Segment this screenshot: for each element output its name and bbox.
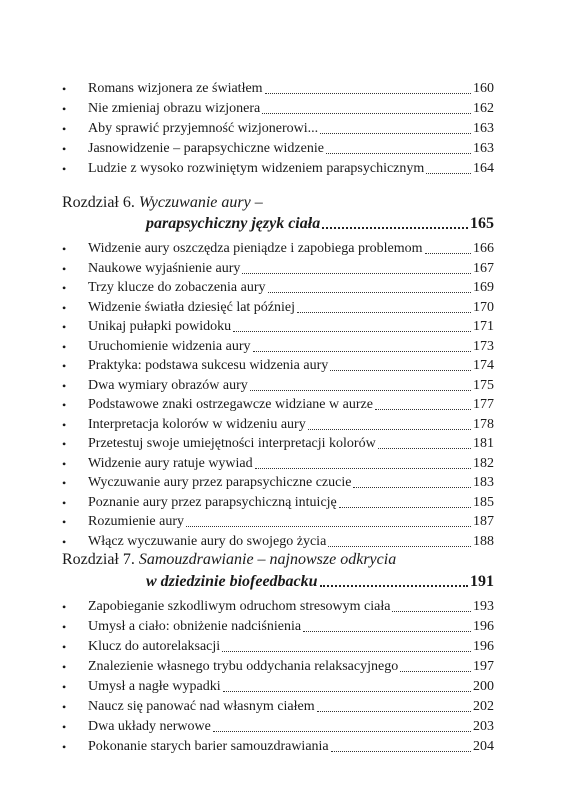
entry-title: Widzenie aury ratuje wywiad bbox=[88, 455, 253, 471]
entry-page: 164 bbox=[473, 161, 494, 176]
chapter-heading bbox=[62, 550, 396, 570]
bullet-icon: • bbox=[62, 600, 67, 614]
bullet-icon: • bbox=[62, 378, 67, 393]
dot-leader bbox=[242, 272, 471, 274]
toc-entry bbox=[62, 618, 494, 636]
dot-leader bbox=[353, 486, 471, 488]
toc-entry bbox=[62, 718, 494, 736]
bullet-icon: • bbox=[62, 740, 67, 754]
entry-title: Dwa wymiary obrazów aury bbox=[88, 377, 248, 393]
dot-leader bbox=[308, 428, 471, 430]
bullet-icon: • bbox=[62, 122, 67, 136]
entry-page: 178 bbox=[473, 416, 494, 432]
entry-page: 193 bbox=[473, 599, 494, 614]
chapter-page: 191 bbox=[470, 573, 494, 590]
entry-title: Interpretacja kolorów w widzeniu aury bbox=[88, 416, 306, 432]
entry-title: Naukowe wyjaśnienie aury bbox=[88, 260, 241, 276]
entry-page: 183 bbox=[473, 475, 494, 490]
entry-page: 171 bbox=[473, 319, 494, 334]
entry-page: 196 bbox=[473, 619, 494, 634]
toc-entry bbox=[62, 240, 494, 258]
dot-leader bbox=[250, 389, 471, 391]
toc-entry bbox=[62, 140, 494, 158]
dot-leader bbox=[186, 525, 471, 527]
entry-title: Nie zmieniaj obrazu wizjonera bbox=[88, 101, 261, 116]
chapter-title-line2: w dziedzinie biofeedbacku bbox=[146, 573, 318, 590]
toc-entry bbox=[62, 299, 494, 317]
bullet-icon: • bbox=[62, 456, 67, 471]
chapter-title-line1: Samouzdrawianie – najnowsze odkrycia bbox=[138, 551, 397, 568]
entry-title: Umysł a nagłe wypadki bbox=[88, 679, 221, 694]
toc-entry bbox=[62, 416, 494, 434]
bullet-icon: • bbox=[62, 261, 67, 276]
entry-page: 173 bbox=[473, 338, 494, 354]
chapter-title-row bbox=[146, 214, 494, 234]
entry-title: Widzenie aury oszczędza pieniądze i zapobiega problemom bbox=[88, 241, 423, 256]
entry-title: Klucz do autorelaksacji bbox=[88, 639, 221, 654]
dot-leader bbox=[317, 710, 471, 712]
toc-entry bbox=[62, 80, 494, 98]
dot-leader bbox=[326, 152, 471, 154]
bullet-icon: • bbox=[62, 300, 67, 315]
chapter-page: 165 bbox=[470, 215, 494, 232]
dot-leader bbox=[303, 630, 471, 632]
bullet-icon: • bbox=[62, 515, 67, 529]
dot-leader bbox=[320, 584, 468, 587]
dot-leader bbox=[400, 670, 471, 672]
bullet-icon: • bbox=[62, 82, 67, 96]
bullet-icon: • bbox=[62, 398, 67, 412]
entry-title: Uruchomienie widzenia aury bbox=[88, 338, 251, 354]
entry-page: 202 bbox=[473, 699, 494, 714]
entry-title: Aby sprawić przyjemność wizjonerowi... bbox=[88, 121, 319, 136]
entry-title: Widzenie światła dziesięć lat później bbox=[88, 299, 296, 315]
dot-leader bbox=[262, 112, 471, 114]
dot-leader bbox=[339, 506, 471, 508]
bullet-icon: • bbox=[62, 476, 67, 490]
entry-page: 203 bbox=[473, 719, 494, 734]
entry-page: 163 bbox=[473, 121, 494, 136]
toc-entry bbox=[62, 338, 494, 356]
entry-page: 167 bbox=[473, 260, 494, 276]
bullet-icon: • bbox=[62, 700, 67, 714]
chapter-title-line2: parapsychiczny język ciała bbox=[146, 215, 321, 232]
dot-leader bbox=[253, 350, 472, 352]
entry-page: 174 bbox=[473, 358, 494, 373]
toc-entry bbox=[62, 377, 494, 395]
bullet-icon: • bbox=[62, 102, 67, 116]
toc-entry bbox=[62, 533, 494, 551]
bullet-icon: • bbox=[62, 495, 67, 510]
dot-leader bbox=[255, 467, 471, 469]
entry-title: Praktyka: podstawa sukcesu widzenia aury bbox=[88, 358, 329, 373]
entry-page: 170 bbox=[473, 299, 494, 315]
toc-entry bbox=[62, 357, 494, 375]
toc-entry bbox=[62, 120, 494, 138]
toc-entry bbox=[62, 474, 494, 492]
entry-title: Poznanie aury przez parapsychiczną intuicję bbox=[88, 494, 337, 510]
entry-title: Włącz wyczuwanie aury do swojego życia bbox=[88, 533, 327, 549]
bullet-icon: • bbox=[62, 534, 67, 549]
dot-leader bbox=[425, 252, 472, 254]
chapter-title-line1: Wyczuwanie aury – bbox=[138, 194, 263, 211]
entry-page: 185 bbox=[473, 494, 494, 510]
entry-title: Podstawowe znaki ostrzegawcze widziane w aurze bbox=[88, 397, 373, 412]
toc-entry bbox=[62, 638, 494, 656]
entry-page: 177 bbox=[473, 397, 494, 412]
dot-leader bbox=[330, 369, 471, 371]
entry-page: 181 bbox=[473, 436, 494, 451]
dot-leader bbox=[426, 172, 471, 174]
entry-title: Umysł a ciało: obniżenie nadciśnienia bbox=[88, 619, 302, 634]
entry-page: 169 bbox=[473, 280, 494, 295]
bullet-icon: • bbox=[62, 720, 67, 734]
toc-entry bbox=[62, 435, 494, 453]
dot-leader bbox=[213, 730, 471, 732]
dot-leader bbox=[233, 330, 471, 332]
toc-entry bbox=[62, 260, 494, 278]
dot-leader bbox=[222, 650, 471, 652]
bullet-icon: • bbox=[62, 242, 67, 256]
chapter-label: Rozdział 7. bbox=[62, 551, 135, 568]
toc-entry bbox=[62, 455, 494, 473]
bullet-icon: • bbox=[62, 640, 67, 654]
entry-title: Wyczuwanie aury przez parapsychiczne czucie bbox=[88, 475, 352, 490]
dot-leader bbox=[375, 408, 471, 410]
entry-title: Unikaj pułapki powidoku bbox=[88, 319, 232, 334]
dot-leader bbox=[328, 545, 471, 547]
toc-entry bbox=[62, 100, 494, 118]
bullet-icon: • bbox=[62, 417, 67, 432]
dot-leader bbox=[322, 226, 468, 229]
bullet-icon: • bbox=[62, 359, 67, 373]
bullet-icon: • bbox=[62, 281, 67, 295]
toc-entry bbox=[62, 318, 494, 336]
toc-entry bbox=[62, 738, 494, 756]
entry-title: Ludzie z wysoko rozwiniętym widzeniem parapsychicznym bbox=[88, 161, 425, 176]
entry-title: Rozumienie aury bbox=[88, 514, 185, 529]
entry-page: 175 bbox=[473, 377, 494, 393]
dot-leader bbox=[392, 610, 471, 612]
entry-page: 166 bbox=[473, 241, 494, 256]
toc-entry bbox=[62, 513, 494, 531]
bullet-icon: • bbox=[62, 142, 67, 156]
bullet-icon: • bbox=[62, 162, 67, 176]
bullet-icon: • bbox=[62, 620, 67, 634]
entry-title: Pokonanie starych barier samouzdrawiania bbox=[88, 739, 329, 754]
bullet-icon: • bbox=[62, 437, 67, 451]
chapter-title-row bbox=[146, 572, 494, 592]
toc-entry bbox=[62, 658, 494, 676]
entry-page: 197 bbox=[473, 659, 494, 674]
entry-title: Dwa układy nerwowe bbox=[88, 719, 211, 734]
entry-page: 200 bbox=[473, 679, 494, 694]
dot-leader bbox=[223, 690, 471, 692]
entry-title: Romans wizjonera ze światłem bbox=[88, 81, 263, 96]
dot-leader bbox=[297, 311, 471, 313]
entry-page: 187 bbox=[473, 514, 494, 529]
bullet-icon: • bbox=[62, 680, 67, 694]
entry-page: 204 bbox=[473, 739, 494, 754]
bullet-icon: • bbox=[62, 660, 67, 674]
toc-entry bbox=[62, 598, 494, 616]
toc-entry bbox=[62, 698, 494, 716]
entry-title: Trzy klucze do zobaczenia aury bbox=[88, 280, 266, 295]
toc-entry bbox=[62, 678, 494, 696]
entry-page: 163 bbox=[473, 141, 494, 156]
entry-title: Naucz się panować nad własnym ciałem bbox=[88, 699, 315, 714]
entry-title: Jasnowidzenie – parapsychiczne widzenie bbox=[88, 141, 324, 156]
entry-page: 182 bbox=[473, 455, 494, 471]
dot-leader bbox=[331, 750, 471, 752]
toc-entry bbox=[62, 494, 494, 512]
entry-page: 188 bbox=[473, 533, 494, 549]
bullet-icon: • bbox=[62, 320, 67, 334]
entry-title: Zapobieganie szkodliwym odruchom stresowym ciała bbox=[88, 599, 391, 614]
dot-leader bbox=[378, 447, 471, 449]
entry-page: 196 bbox=[473, 639, 494, 654]
entry-title: Przetestuj swoje umiejętności interpretacji kolorów bbox=[88, 436, 376, 451]
entry-page: 160 bbox=[473, 81, 494, 96]
entry-page: 162 bbox=[473, 101, 494, 116]
toc-entry bbox=[62, 279, 494, 297]
chapter-heading bbox=[62, 193, 263, 213]
dot-leader bbox=[268, 291, 471, 293]
toc-entry bbox=[62, 160, 494, 178]
toc-entry bbox=[62, 396, 494, 414]
dot-leader bbox=[320, 132, 471, 134]
entry-title: Znalezienie własnego trybu oddychania relaksacyjnego bbox=[88, 659, 399, 674]
bullet-icon: • bbox=[62, 339, 67, 354]
dot-leader bbox=[265, 92, 471, 94]
chapter-label: Rozdział 6. bbox=[62, 194, 135, 211]
